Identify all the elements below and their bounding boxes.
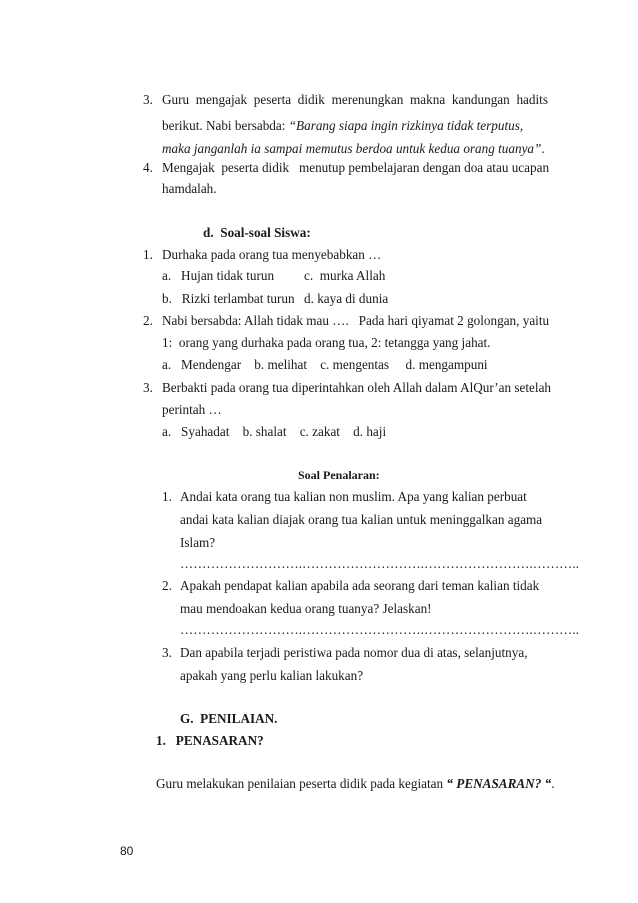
question-text: Durhaka pada orang tua menyebabkan … [162,247,382,262]
list-number: 3. [143,92,153,107]
question-text: Nabi bersabda: Allah tidak mau …. Pada hari qiyamat 2 golongan, yaitu [162,313,550,328]
reasoning-text: Apakah pendapat kalian apabila ada seorang dari teman kalian tidak [180,578,540,593]
item-3-plain-text: berikut. Nabi bersabda: [162,118,286,133]
reasoning-text: Islam? [180,535,216,550]
question-text: Berbakti pada orang tua diperintahkan oleh Allah dalam AlQur’an setelah [162,380,552,395]
hadith-quote-continued: maka janganlah ia sampai memutus berdoa untuk kedua orang tuanya” [162,141,542,156]
hadith-quote: “Barang siapa ingin rizkinya tidak terputus, [288,118,524,133]
reasoning-text: Andai kata orang tua kalian non muslim. Apa yang kalian perbuat [180,489,527,504]
reasoning-number: 2. [162,578,172,593]
question-number: 3. [143,380,153,395]
item-3-line-2 [162,118,548,134]
reasoning-heading: Soal Penalaran: [298,468,380,482]
item-4-line-1: Mengajak peserta didik menutup pembelajaran dengan doa atau ucapan [162,160,550,175]
options-row: a. Syahadat b. shalat c. zakat d. haji [162,424,387,439]
question-number: 2. [143,313,153,328]
item-4-line-2: hamdalah. [162,181,217,196]
page-number: 80 [120,844,134,858]
subsection-heading: 1. PENASARAN? [156,733,264,748]
reasoning-text: apakah yang perlu kalian lakukan? [180,668,364,683]
option-d: d. kaya di dunia [304,291,389,306]
reasoning-text: andai kata kalian diajak orang tua kalian untuk meninggalkan agama [180,512,543,527]
options-row: a. Mendengar b. melihat c. mengentas d. mengampuni [162,357,488,372]
closing-emphasis: “ PENASARAN? “ [446,776,552,791]
closing-paragraph: Guru melakukan penilaian peserta didik pada kegiatan “ PENASARAN? “. [156,776,555,791]
question-text-continued: perintah … [162,402,222,417]
list-number: 4. [143,160,153,175]
reasoning-text: Dan apabila terjadi peristiwa pada nomor dua di atas, selanjutnya, [180,645,528,660]
answer-dotted-line: ……………………….……………………….…………………….……….. [180,556,579,571]
section-g-heading: G. PENILAIAN. [180,711,278,726]
reasoning-number: 3. [162,645,172,660]
option-b: b. Rizki terlambat turun [162,291,295,306]
option-c: c. murka Allah [304,268,386,283]
reasoning-number: 1. [162,489,172,504]
question-number: 1. [143,247,153,262]
question-text-continued: 1: orang yang durhaka pada orang tua, 2: tetangga yang jahat. [162,335,491,350]
section-d-heading: d. Soal-soal Siswa: [203,225,311,240]
answer-dotted-line: ……………………….……………………….…………………….……….. [180,622,579,637]
item-3-line-3: maka janganlah ia sampai memutus berdoa untuk kedua orang tuanya”. [162,141,545,156]
reasoning-text: mau mendoakan kedua orang tuanya? Jelaskan! [180,601,432,616]
item-3-line-1: Guru mengajak peserta didik merenungkan makna kandungan hadits [162,92,548,107]
option-a: a. Hujan tidak turun [162,268,275,283]
